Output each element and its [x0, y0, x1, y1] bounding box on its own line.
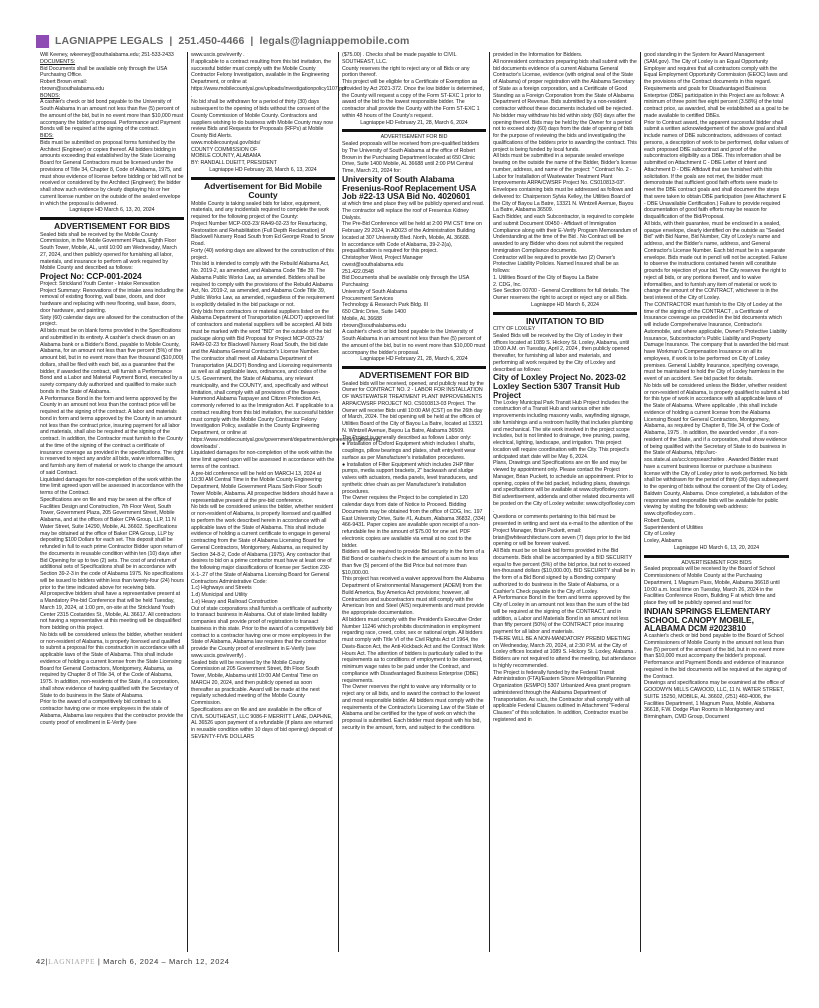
notice-text: Specifications are on file and may be seen at the office of Facilities Design and Construction, 7th Floor West, South Tower, Government Plaza, 205 Government Street, Mobile Alabama, and at the offices of Baker CPA Group, LLP, 11 N Water Street, Suite 14290, Mobile, AL 36602. Specifications may be obtained at the office of Baker CPA Group, LLP by depositing $100 Dollars for each set. This deposit shall be refunded in full to each prime Contractor Bidder upon return of the documents in reusable condition within ten (10) days after Bid Opening for up to two (2) sets. The cost of and return of additional sets of Specifications shall be in accordance with Section 39-2-3 in the code of Alabama 1975. No specifications will be issued to bidders within less than twenty-four (24) hours prior to the time indicated above for receiving bids.	[40, 496, 184, 591]
issue-dates: March 6, 2024 – March 12, 2024	[103, 957, 230, 966]
notice-text: A pre-bid conference will be held on MARCH 13, 2024 at 10:30 AM Central Time in the Mobile County Engineering Department, Mobile Government Plaza Sixth Floor South Tower Mobile, Alabama. All prospective bidders should have a representative present at the pre-bid conference.	[191, 470, 334, 504]
notice-text: All nonresident contractors preparing bids shall submit with the bid documents evidence of a current Alabama General Contractor's License, evidence (with original seal of the State of Alabama) of proper registration with the Alabama Secretary of State as a foreign corporation, and a Certificate of Good Standing as a Foreign Corporation from the State of Alabama Department of Revenue. Bids submitted by a non-resident contractor without these documents included will be rejected.	[493, 58, 637, 112]
notice-text: rbrown@southalabama.edu	[40, 85, 105, 92]
notice-text: Robert Brown email:	[40, 79, 88, 85]
notice-text: 1. Utilities Board of the City of Bayou La Batre	[493, 274, 599, 281]
notice-text: Requirements and goals for Disadvantaged Business Enterprise (DBE) participation in this Project are as follows: A minimum of three point five eight percent (3.58%) of the total contract price, as awarded, shall be established as a goal to be made available to certified DBEs.	[644, 85, 789, 119]
notice-text: Sealed bids will be received, opened, and publicly read by the Owner for CONTRACT NO. 2 - LABOR FOR INSTALLATION OF WASTEWATER TREATMENT PLANT IMPROVEMENTS ARPA/CWSRF PROJECT NO. CS010813-03 Project. The Owner will receive Bids until 10:00 AM (CST) on the 26th day of March, 2024. The bid opening will be held at the offices of Utilities Board of the City of Bayou La Batre, located at 13321 N. Wintzell Avenue, Bayou La Batre, Alabama 36509.	[342, 380, 484, 434]
notice-text: 2. CDG, Inc.	[493, 281, 522, 288]
notice-text: Prior to Contract award, the apparent successful bidder shall submit a written acknowledgement of the above goal and shall include names of DBE subcontractors, addresses of contact persons, a description of work to be performed, dollar values of each proposed DBE subcontract and proof of the subcontractors eligibility as a DBE. This information shall be submitted on Attachment C - DBE Letter of Intent and Attachment D - DBE Affidavit that are furnished with this solicitation. If the goals are not met, the bidder must demonstrate that sufficient good faith efforts were made to meet the DBE contract goals and shall document the steps that were taken to obtain DBE participation (see Attachment E - DBE Unavailable Certification.) Failure to provide required documentation of good faith efforts may be reason for disqualification of the Bid/Proposal.	[644, 119, 789, 220]
notice-text: Technology & Research Park Bldg. III	[342, 302, 428, 309]
footer-brand: LAGNIAPPE	[48, 957, 96, 966]
notice-text: Drawings and specifications may be examined at the office of GOODWYN MILLS CAWOOD, LLC, 11 N. WATER STREET, SUITE 15250, MOBILE, AL 36602, (251) 460-4006, the Facilities Department, 1 Magnum Pass, Mobile, Alabama 36618, F.W. Dodge Plan Rooms in Montgomery and Birmingham, CMD Group, Document	[644, 680, 785, 721]
notice-text: Sixty (60) calendar days are allowed for the construction of the project.	[40, 314, 184, 328]
notice-heading: ADVERTISEMENT FOR BIDS	[54, 221, 170, 231]
notice-text: THERE WILL BE A NON-MANDATORY PREBID MEETING on Wednesday, March 20, 2024, at 2:30 P.M. at the City of Loxley offices located at 1089 S. Hickory St. Loxley, Alabama . Bidders are not required to attend the meeting, but attendance is highly recommended.	[493, 635, 636, 669]
notice-text: This project has received a waiver approval from the Alabama Department of Environmental Management (ADEM) from the Build America, Buy America Act provisions; however, all Contractors and subcontractors must still comply with the American Iron and Steel (AIS) requirements and must provide the appropriate documentation.	[342, 576, 484, 617]
notice-text: If applicable to a contract resulting from this bid invitation, the successful bidder must comply with the Mobile County Contractor Felony Investigation, available in the Engineering Department, or online at https://www.mobilecountyal.gov/uploads/investigationpolicy1107.pdf .	[191, 58, 347, 99]
publication-line: Lagniappe HD February 28, March 6, 13, 2024	[209, 166, 317, 173]
notice-heading: ADVERTISEMENT FOR BID	[380, 134, 448, 141]
notice-text: A Performance Bond in the form and terms approved by the County in an amount not less than the contract price will be required at the signing of the contract. A labor and materials bond in form and terms approved by the County in an amount not less than the contract price, insuring payment for all labor and materials, shall also be required at the signing of the contract. In addition, the Contractor must furnish to the County at the time of the signing of the contract a certificate of insurance coverage as provided in the specifications. The right is reserved to reject any and/or all bids, waive informalities, and furnish any item of material or work to change the amount of said Contract.	[40, 395, 184, 476]
notice-text: BY: RANDALL DUEITT, PRESIDENT	[191, 160, 277, 166]
notice-text: The Owner reserves the right to waive any informality or to reject any or all bids, and to award the contract to the lowest and most responsible bidder. All bidders must comply with the requirements of the Contractor's Licensing Law of the State of Alabama and be certified for the type of work on which the proposal is submitted. Each bidder must deposit with his bid, security in the amount, form, and subject to the conditions	[342, 684, 484, 731]
column-5	[641, 52, 792, 952]
notice-text: Sealed Bids will be received by the City of Loxley in their offices located at 1089 S. Hickory St. Loxley, Alabama, until 10:00 A.M. on Tuesday, April 2, 2024 , then publicly opened thereafter, for furnishing all labor and materials, and performing all work required by the City of Loxley and described as follows:	[493, 332, 630, 373]
notice-text: Each Bidder, and each Subcontractor, is required to complete and submit Document 00450 - Affidavit of Immigration Compliance along with their E-Verify Program Memorandum of Understanding at the time of the Bid . No Contract will be awarded to any Bidder who does not submit the required Immigration Compliance documents.	[493, 214, 638, 254]
notice-heading: ADVERTISEMENT FOR BID	[358, 370, 470, 381]
notice-text: Project Summary: Renovations of the intake area including the removal of existing flooring, wall base, doors, and door hardware and replacing with new flooring, wall base, doors, door hardware, and painting.	[40, 287, 184, 314]
header-phone: 251.450-4466	[178, 35, 245, 47]
notice-divider	[342, 129, 486, 132]
notice-text: ($75.00) . Checks shall be made payable to CIVIL SOUTHEAST, LLC.	[342, 52, 457, 65]
notice-text: All bids must be submitted in a separate sealed envelope bearing on the outside the name of the Bidder, Bidder's license number, address, and name of the project: " Contract No. 2 - Labor for Installation of Wastewater Treatment Plant Improvements ARPA/CWSRF Project No. CS010813-03". Envelopes containing bids must be addressed as follows and delivered to: Chairperson Sylvia Kelley, the Utilities Board of the City of Bayou La Batre, 13321 N. Wintzell Avenue, Bayou La Batre, Alabama 36509.	[493, 153, 637, 214]
notice-text: City of Loxley	[644, 531, 676, 538]
notice-text: MOBILE COUNTY, ALABAMA	[191, 153, 261, 160]
section-title: LAGNIAPPE LEGALS	[55, 35, 164, 47]
notice-text: 1.c) Highways and Streets	[191, 585, 252, 592]
notice-text: at which time and place they will be publicly opened and read.	[342, 201, 485, 208]
project-title: INDIAN SPRINGS ELEMENTARY SCHOOL CANOPY MOBILE, ALABAMA DCM #2023810	[644, 605, 771, 634]
publication-line: Lagniappe HD March 6, 13, 20, 2024	[69, 207, 155, 214]
project-title: Project No: CCP-001-2024	[40, 271, 142, 281]
header-email: legals@lagniappemobile.com	[259, 35, 410, 47]
notice-text: No bidder may withdraw his bid within sixty (60) days after the opening thereof. Bids may be held by the Owner for a period not to exceed sixty (60) days from the date of opening of bids for the purpose of reviewing the bids and investigating the qualifications of the bidders prior to awarding the contract. This project is being funded by local funds.	[493, 112, 637, 153]
notice-text: rbrown@southalabama.edu	[342, 322, 407, 329]
notice-heading: Advertisement for Bid Mobile County	[204, 180, 322, 200]
notice-text: The Project is federally funded by the Federal Transit Administration (FTA)/Eastern Shore Metropolitan Planning Organization (ESMPO) 5307 Urbanized Area grant program administered through the Alabama Department of Transportation. As such, the Contractor shall comply with all applicable Federal Clauses outlined in Attachment "Federal Clauses" of this solicitation. In addition, Contractor must be registered and in	[493, 669, 631, 723]
notice-text: Forty (40) working days are allowed for the construction of this project.	[191, 247, 334, 261]
notice-section-label: DOCUMENTS:	[40, 58, 76, 65]
notice-text: Only bids from contractors or material suppliers listed on the Alabama Department of Transportation (ALDOT) approved list of contractors and material suppliers will be accepted. All bids must be marked with the word "BID" on the outside of the bid package along with Bid Proposal for Project MCP-003-23/ RA49-02-23 for Blackwell Nursery Road South, the bid date and the Alabama General Contractor's License Number.	[191, 308, 334, 355]
publication-line: Lagniappe HD February 21, 28, March 6, 2024	[360, 356, 468, 363]
notice-text: Bid Documents shall be available only through the USA Purchasing Office.	[40, 65, 167, 79]
notice-text: The contractor shall meet all Alabama Department of Transportation (ALDOT) Bonding and Licensing requirements as well as all applicable laws, ordinances, and codes of the U.S. Government, the State of Alabama, any relevant municipality, and the COUNTY, and, specifically and without limitation, shall comply with all provisions of the Beason-Hammond Alabama Taxpayer and Citizen Protection Act, commonly referred to as the Immigration Act. If applicable to a contract resulting from this bid invitation, the successful bidder must comply with the Mobile County Contractor Felony Investigation Policy, available in the County Engineering Department, or online at https://www.mobilecountyal.gov/government/departments/engineering/engineering-downloads/ .	[191, 355, 382, 450]
notice-text: County reserves the right to reject any or all Bids or any portion thereof.	[342, 65, 470, 79]
notice-text: cwest@southalabama.edu	[342, 261, 404, 268]
notice-text: No bids will be considered unless the bidder, whether resident or non-resident of Alabama, is properly licensed and qualified to perform the work described herein in accordance with all applicable laws of the State of Alabama. This shall include evidence of holding a current certificate to engage in general contracting from the State of Alabama Licensing Board for General Contractors, Montgomery, Alabama, as required by Section 34-8-2, Code of Alabama (1975). Any contractor that desires to bid on a prime contractor must have at least one of the following major classifications of license per Section 230-X-1-.27 of the State of Alabama Licensing Board for General Contractors Administrative Code:	[191, 504, 334, 585]
notice-text: www.mobilecountyal.gov/bids/	[191, 139, 261, 146]
notice-text: The Project is generally described as follows Labor only:	[342, 434, 472, 441]
notice-text: No bid shall be withdrawn for a period of thirty (30) days subsequent to the opening of bids without the consent of the County Commission of Mobile County. Contractors and suppliers wishing to do business with Mobile County may now review Bids and Requests for Proposals (RFPs) at Mobile County Bid Alerts.	[191, 99, 333, 139]
notice-text: In accordance with Code of Alabama, 39-2-2(a), prequalification is required for this project.	[342, 241, 453, 255]
notice-text: Sealed bids shall be received by the Mobile County Commission, in the Mobile Government Plaza, Eighth Floor South Tower, Mobile, AL, until 10:00 am Wednesday, March 27, 2024, and then publicly opened for furnishing all labor, materials, and insurance to perform all work required by Mobile County and described as follows:	[40, 231, 177, 272]
column-3	[339, 52, 490, 952]
notice-text: Bid Documents shall be available only through the USA Purchasing:	[342, 275, 469, 289]
notice-text: Liquidated damages for non-completion of the work within the time limit agreed upon will be assessed in accordance with the terms of the Contract.	[40, 476, 184, 497]
page-number: 42	[36, 957, 46, 966]
notice-divider	[191, 177, 335, 180]
publication-line: Lagniappe HD February 21, 28, March 6, 2024	[360, 119, 468, 126]
notice-text: COUNTY COMMISSION OF	[191, 146, 258, 153]
notice-heading: INVITATION TO BID	[526, 315, 604, 326]
notice-text: Loxley, Alabama	[644, 538, 682, 544]
publication-line: Lagniappe HD March 6, 13, 20, 2024	[673, 544, 760, 551]
notice-text: University of South Alabama	[342, 288, 408, 295]
notice-text: ● Installation of Oxford Equipment which includes I shafts, couplings, pillow bearings and plates, shaft entry/exit wear surface as per Manufacturer's installation procedures.	[342, 441, 476, 461]
notice-text: Procurement Services	[342, 295, 394, 302]
notice-text: Sealed proposals will be received by the Board of School Commissioners of Mobile County at the Purchasing Department, 1 Magnum Pass, Mobile, Alabama 36618 until 10:00 a.m. local time on Tuesday, March 26, 2024 in the Facilities Conference Room, Building F at which time and place they will be publicly opened and read for:	[644, 566, 780, 606]
notice-divider	[342, 366, 486, 369]
notice-text: A cashier's check or bid bond payable to the University of South Alabama in an amount not less than five (5) percent of the amount of the bid, but in no event more than $10,000 must accompany the bidder's proposal. Performance and Payment Bonds will be required at the signing of the contract.	[40, 99, 184, 133]
publication-line: Lagniappe HD March 6, 2024	[531, 301, 599, 308]
notice-divider	[493, 312, 637, 315]
notice-text: This project will be eligible for a Certificate of Exemption as provided by Act 2021-372. Once the low bidder is determined, the County will request a copy of the Form ST-EXC 1 prior to award of the bid to the lowest responsible bidder. The contractor shall provide the County with the Form ST-EXC 1 within 48 hours of the County's request.	[342, 79, 484, 119]
notice-section-label: BONDS:	[40, 92, 61, 99]
notice-text: All Bids must be on blank bid forms provided in the Bid documents. Bids shall be accompanied by a BID SECURITY equal to five percent (5%) of the bid price, but not to exceed ten-thousand dollars ($10,000.00). BID SECURITY shall be in the form of a Bid Bond signed by a Bonding company authorized to do business in the State of Alabama, or a Cashier's Check payable to the City of Loxley.	[493, 548, 635, 595]
notice-text: The contractor will replace the roof of Fresenius Kidney Dialysis.	[342, 207, 469, 221]
section-color-block	[36, 35, 49, 48]
notice-text: All prospective bidders shall have a representative present at a Mandatory Pre-bid Conference that will be held Tuesday, March 19, 2024, at 1:00 pm, on-site at the Strickland Youth Center 2315 Costarides St., Mobile, AL 36617. All contractors not having a representative at this meeting will be disqualified from bidding on this project.	[40, 591, 181, 632]
notice-text: provided in the Information for Bidders.	[493, 52, 583, 58]
notice-text: A cashier's check or bid bond payable to the University of South Alabama in an amount not less than five (5) percent of the amount of the bid, but in no event more than $10,000 must accompany the bidder's proposal.	[342, 329, 486, 356]
page-header	[36, 34, 409, 48]
notice-text: Prior to the award of a competitively bid contract to a contractor having one or more employees in the state of Alabama, Alabama law requires that the contractor provide the county proof of enrollment in E-Verify (see	[40, 699, 184, 726]
project-title: City of Loxley Project No. 2023-02 Loxley Section 5307 Transit Hub Project	[493, 372, 626, 400]
column-4	[490, 52, 641, 952]
notice-heading: ADVERTISEMENT FOR BIDS	[681, 559, 752, 566]
notice-divider	[644, 555, 789, 558]
project-title: University of South Alabama Fresenius-Roof Replacement USA Job #22-13 USA Bid No. 4020601	[342, 173, 477, 202]
notice-text: Plans, Drawings and Specifications are on file and may be viewed by appointment only. Please contact the Project Manager, Brian Puckett, to schedule an appointment. Prior to opening, copies of the bid packet, including plans, drawings and specifications will be available at www.cityofloxley.com . Bid advertisement, addenda and other related documents will be posted on the City of Loxley website: www.cityofloxley.com .	[493, 460, 635, 514]
notice-section-label: BIDS:	[40, 133, 54, 139]
notice-text: See Section 00700 - General Conditions for full details. The Owner reserves the right to accept or reject any or all Bids.	[493, 288, 630, 301]
notice-text: All bidders must comply with the President's Executive Order Number 11246 which prohibits discrimination in employment regarding race, creed, color, sex or national origin. All bidders must comply with Title VI of the Civil Rights Act of 1964, the Davis-Bacon Act, the Anti-Kickback Act and the Contract Work Hours Act. The attention of bidders is particularly called to the requirements as to conditions of employment to be observed, minimum wage rates to be paid under the Contract, and compliance with Disadvantaged Business Enterprise (DBE) requirements.	[342, 616, 485, 684]
notice-text: 251.422.0548	[342, 268, 374, 275]
notice-text: Sealed bids will be received by the Mobile County Commission at 205 Government Street, 8th Floor South Tower, Mobile, Alabama until 10:00 AM Central Time on MARCH 20, 2024, and then publicly opened as soon thereafter as practicable. Award will be made at the next regularly scheduled meeting of the Mobile County Commission.	[191, 659, 320, 706]
notice-text: Questions or comments pertaining to this bid must be presented in writing and sent via e-mail to the attention of the Project Manager, Brian Puckett, email: brian@whitearchitecture.com seven (7) days prior to the bid opening or will be forever waived.	[493, 514, 633, 548]
notice-text: No bids will be considered unless the Bidder, whether resident or non-resident of Alabama, is properly qualified to submit a bid for this type of work in accordance with all applicable laws of the State of Alabama. Where applicable , this shall include evidence of holding a current license from the Alabama Licensing Board for General Contractors, Montgomery, Alabama, as required by Chapter 8, Title 34, of the Code of Alabama, 1975 . In addition, the awarded vendor , if a non-resident of the State, and if a corporation, shall show evidence of being qualified with the Secretary of State to do business in the State of Alabama, http://arc-sos.state.al.us/ucc/corpsearchsites . Awarded Bidder must have a current business license or purchase a business license with the City of Loxley prior to work performed. No bids shall be withdrawn for the period of thirty (30) days subsequent to the opening of bids without the consent of the City of Loxley, Baldwin County, Alabama. Once completed, a tabulation of the responsive and responsible bids will be available for public viewing by visiting the following web address: www.cityofloxley.com .	[644, 382, 789, 517]
notice-text: 1.e) Heavy and Railroad Construction	[191, 598, 278, 605]
notice-text: Will Keeney, wkeeney@southalabama.edu; 251-533-2433	[40, 52, 174, 58]
notice-text: Out of state corporations shall furnish a certificate of authority to transact business in Alabama. Out of state limited liability companies shall provide proof of registration to transact business in this state. Prior to the award of a competitively bid contract to a contractor having one or more employees in the State of Alabama, Alabama law requires that the contractor provide the County proof of enrollment in E-Verify (see www.uscis.gov/everify) .	[191, 605, 333, 659]
notice-text: No bids will be considered unless the bidder, whether resident or non-resident of Alabama, is properly licensed and qualified to submit a proposal for this construction in accordance with all applicable laws of the State of Alabama. This shall include evidence of holding a current license from the State Licensing Board for General Contractors, Montgomery, Alabama, as required by Chapter 8 of Title 34, of the Code of Alabama, 1975. In addition, non-residents of the State, if a corporation, shall show evidence of having qualified with the Secretary of State to do business in the State of Alabama.	[40, 631, 184, 699]
notice-text: The CONTRACTOR must furnish to the City of Loxley at the time of the signing of the CONTRACT , a Certificate of Insurance coverage as provided in the bid documents which will include Comprehensive Insurance, Contractor's Automobile, and where applicable, Owner's Protective Liability Insurance, Subcontractor's Public Liability and Property Damage Insurance. The company that is awarded the bid must have Workman's Compensation Insurance on all its employees, if work is to be performed on City of Loxley premises. General Liability Insurance, specifying coverage, must be maintained to hold the City of Loxley harmless in the event of an accident. See bid packet for details.	[644, 301, 789, 382]
notice-text: A Performance Bond in the form and terms approved by the City of Loxley in an amount not less than the sum of the bid will be required at the signing of the CONTRACT, and in addition, a Labor and Materials Bond in an amount not less than fifty percent (50%) of the CONTRACT price insuring payment for all labor and materials.	[493, 595, 631, 636]
notice-text: The Loxley Municipal Park Transit Hub Project includes the construction of a Transit Hub and various other site improvements including masonry walls, wayfinding signage, site furnishings and a restroom facility that includes plumbing and mechanical. The site work involved in the project scope includes, but is not limited to drainage, tree pruning, paving, electrical, lighting, landscape, and irrigation. This project location will require coordination with the City. This project's anticipated start date will be May 6, 2024.	[493, 399, 633, 460]
notice-text: The Pre-Bid Conference will be held at 2:00 PM CST time on February 29 2024, in AD023 of the Administration Building located at 307 University Blvd. North, Mobile, AL 36688.	[342, 221, 482, 241]
notice-text: Contractor will be required to provide two (2) Owner's Protective Liability Policies. Named Insured shall be as follows:	[493, 254, 619, 274]
notice-text: 650 Clinic Drive, Suite 1400	[342, 309, 406, 316]
notice-text: Mobile County is taking sealed bids for labor, equipment, materials, and any incidentals required to complete the work required for the following project of the County:	[191, 200, 330, 220]
notice-text: Liquidated damages for non-completion of the work within the time limit agreed upon will be assessed in accordance with the terms of the contract.	[191, 450, 335, 470]
notice-text: 1.d) Municipal and Utility	[191, 592, 248, 598]
notice-text: A cashier's check or bid bond payable to the Board of School Commissioners of Mobile County in the amount not less than five (5) percent of the amount of the bid, but in no event more than $10,000 must accompany the bidder's proposal. Performance and Payment Bonds and evidence of insurance required in the bid documents will be required at the signing of the Contract.	[644, 633, 787, 680]
notice-text: This bid is intended to comply with the Rebuild Alabama Act, No. 2019-2, as amended, and Alabama Code Title 39. The Alabama Public Works Law, as amended. Bidders shall be required to comply with the provisions of the Rebuild Alabama Act, No. 2019-2, as amended, and Alabama Code Title 39, Public Works Law, as amended, regardless of the requirement is explicitly detailed in the bid package or not.	[191, 261, 334, 308]
notice-text: www.uscis.gov/everify .	[191, 52, 245, 58]
page-footer: 42|LAGNIAPPE | March 6, 2024 – March 12, 2024	[36, 957, 230, 966]
notice-text: Project Number MCP-003-23/ RA49-02-23 for Resurfacing, Restoration and Rehabilitation (Full Depth Reclamation) of Blackwell Nursery Road South from Ed George Road to Snow Road.	[191, 220, 334, 247]
header-separator: |	[250, 35, 254, 47]
column-1	[37, 52, 188, 952]
notice-text: All bids must be on blank forms provided in the Specifications and submitted in its entirety. A cashier's check drawn on an Alabama bank or a Bidder's Bond, payable to Mobile County, Alabama, for an amount not less than five percent (5%) of the amount bid, but in no event more than five thousand ($10,000) dollars, shall be filed with each bid, as a guarantee that the bidder, if awarded the contract, will furnish a Performance Bond and a Labor and Material Payment Bond, executed by a surety company duly authorized and qualified to make such bonds in the State of Alabama.	[40, 328, 184, 395]
notice-text: Specifications are on file and are available in the office of CIVIL SOUTHEAST, LLC 9086-F MERRITT LANE, DAPHNE, AL 36526 upon payment of a refundable (if plans are returned in reusable condition within 10 days of bid opening) deposit of SEVENTY-FIVE DOLLARS	[191, 706, 333, 740]
notice-divider	[40, 217, 184, 220]
notice-text: Christopher West, Project Manager	[342, 255, 423, 262]
notice-text: Bidders will be required to provide Bid security in the form of a Bid Bond or cashier's check in the amount of a sum no less than five (5) percent of the Bid Price but not more than $10,000.00.	[342, 549, 485, 576]
legal-notices-columns	[37, 52, 793, 952]
notice-text: Project: Strickland Youth Center - Intake Renovation	[40, 280, 160, 287]
notice-text: ● Installation of Filter Equipment which includes 2HP filter pumps, media support brackets, 2" backwash and sludge valves with actuators, media panels, level transducers, and synthetic drive chain as per Manufacturer's installation procedures.	[342, 461, 478, 495]
notice-text: Bids must be submitted on proposal forms furnished by the Architect (Engineer) or copies thereof. All bidders bidding in amounts exceeding that established by the State Licensing Board for General Contractors must be licensed under the provisions of Title 34, Chapter 8, Code of Alabama, 1975, and must show evidence of license before bidding or bid will not be received or considered by the Architect (Engineer); the bidder shall show such evidence by clearly displaying his or her current license number on the outside of the sealed envelope in which the proposal is delivered.	[40, 139, 184, 207]
notice-text: All bids, with their guarantee, must be enclosed in a sealed, opaque envelope, clearly identified on the outside as "Sealed Bid" with Bid Name, Bid Number, City of Loxley's name and address, and the Bidder's name, address, and General Contractor's License Number. Each bid must be in a separate envelope. Bids made out in pencil will not be accepted. Failure to observe the instructions contained herein will constitute grounds for rejection of your bid. The City reserves the right to reject all bids, or any portions thereof, and to waive informalities, and to furnish any item of material or work to change the amount of the CONTRACT, whichever is in the best interest of the City of Loxley.	[644, 220, 788, 301]
notice-text: good standing in the System for Award Management (SAM.gov). The City of Loxley is an Equal Opportunity Employer and requires that all contractors comply with the Equal Employment Opportunity Commission (EEOC) laws and the provisions of the Contract documents in this regard.	[644, 52, 788, 85]
notice-text: The Owner requires the Project to be completed in 120 calendar days from date of Notice to Proceed. Bidding Documents may be obtained from the office of CDG, Inc. 197 East University Drive, Suite #1, Auburn, Alabama 36832, (334) 466-9431. Paper copies are available upon receipt of a non-refundable fee in the amount of $75.00 for one set. PDF electronic copies are available via email at no cost to the bidder.	[342, 495, 486, 549]
header-separator: |	[169, 35, 173, 47]
notice-text: Sealed proposals will be received from pre-qualified bidders by The University of South Alabama at the office of Robert Brown in the Purchasing Department located at 650 Clinic Drive, Suite 1400 Mobile, AL 36688 until 2:00 PM Central Time, March 21, 2024 for:	[342, 141, 480, 174]
notice-text: Mobile, AL 36688	[342, 315, 382, 322]
notice-text: Superintendent of Utilities	[644, 524, 704, 531]
notice-text: Robert Davis,	[644, 517, 676, 524]
notice-text: CITY OF LOXLEY	[493, 326, 536, 332]
